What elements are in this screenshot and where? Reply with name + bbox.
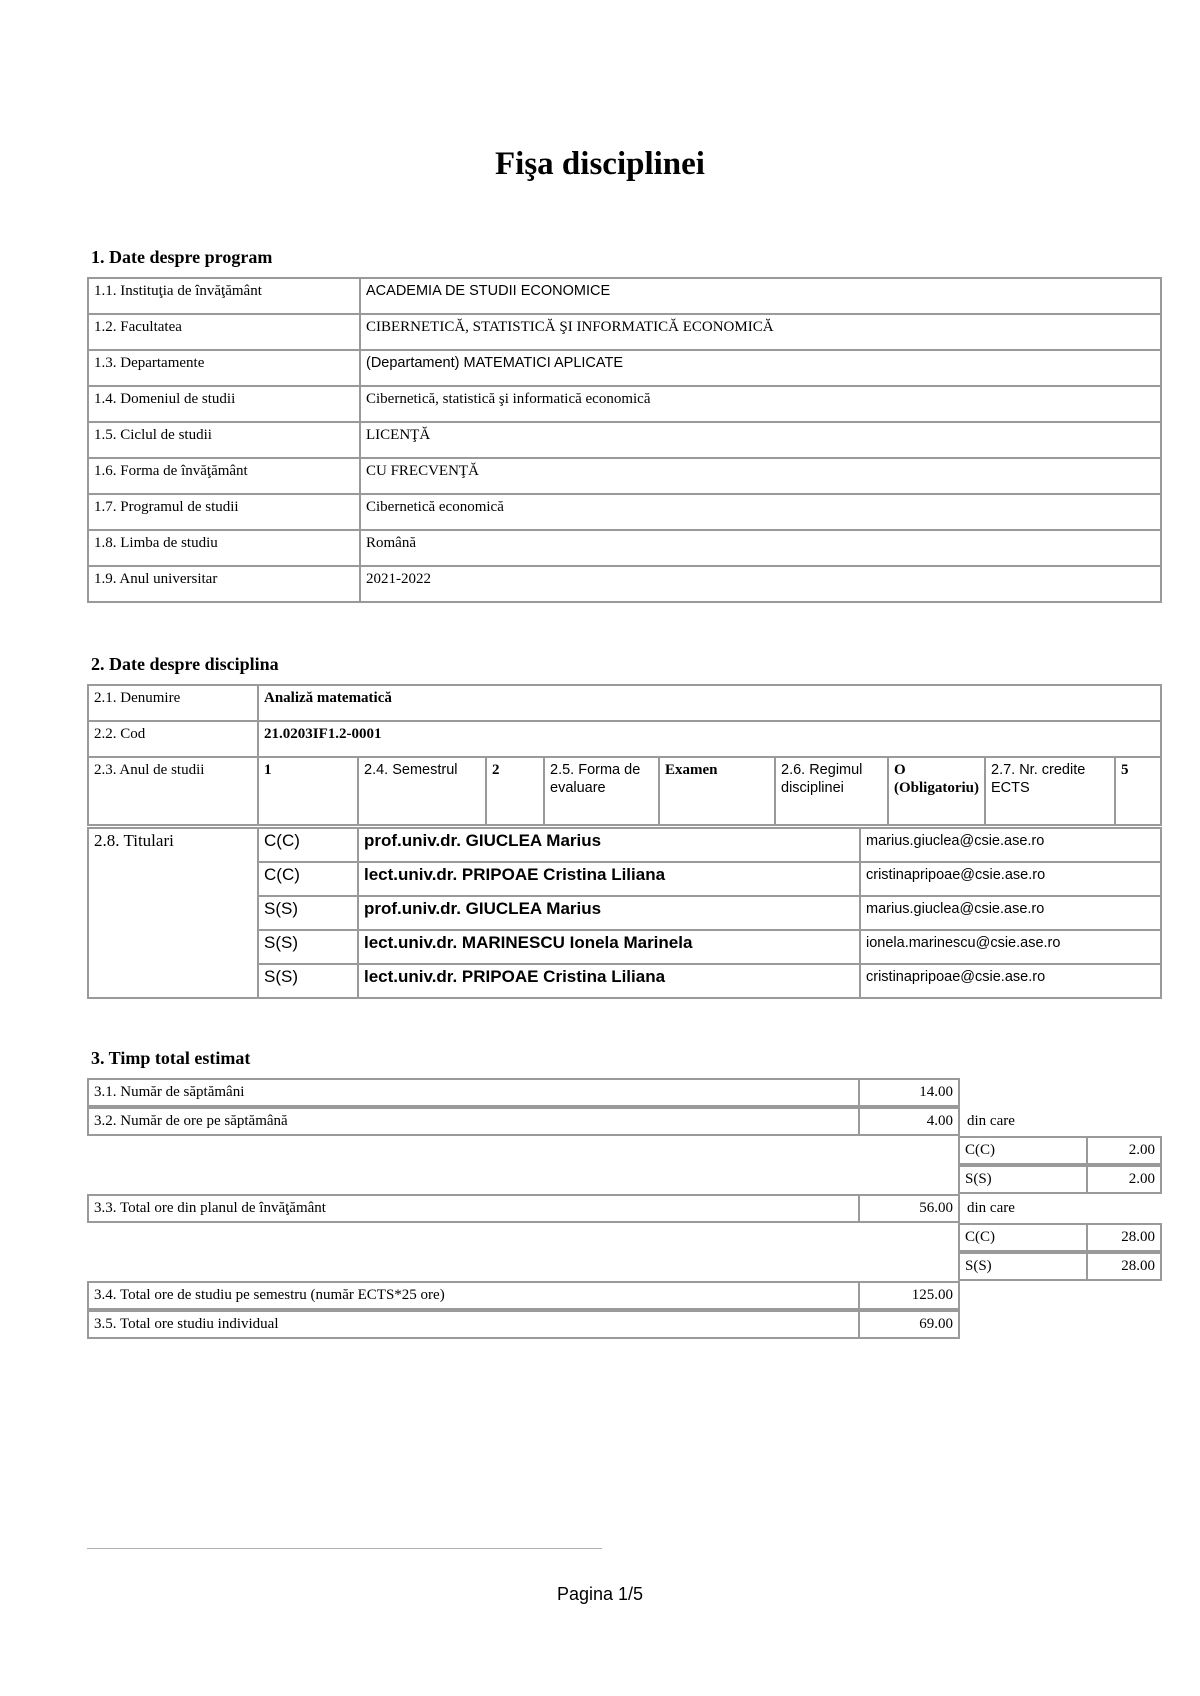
- cod-value: 21.0203IF1.2-0001: [258, 721, 1161, 757]
- ore-sapt-c-label: C(C): [958, 1136, 1088, 1165]
- total-sem-value: 125.00: [858, 1281, 960, 1310]
- row-label: 1.2. Facultatea: [88, 314, 360, 350]
- titular-type: S(S): [258, 896, 358, 930]
- row-label: 1.5. Ciclul de studii: [88, 422, 360, 458]
- ore-sapt-s-value: 2.00: [1086, 1165, 1162, 1194]
- titular-email: cristinapripoae@csie.ase.ro: [860, 862, 1161, 896]
- table-row: [88, 757, 1161, 825]
- cod-label: 2.2. Cod: [88, 721, 258, 757]
- evaluare-value: Examen: [659, 757, 775, 825]
- titular-type: C(C): [258, 862, 358, 896]
- table-row: [88, 278, 1161, 314]
- denumire-value: Analiză matematică: [258, 685, 1161, 721]
- titular-type: C(C): [258, 828, 358, 862]
- ore-sapt-value: 4.00: [858, 1107, 960, 1136]
- discipline-table: [87, 684, 1162, 826]
- saptamani-label: 3.1. Număr de săptămâni: [87, 1078, 860, 1107]
- row-value: CIBERNETICĂ, STATISTICĂ ŞI INFORMATICĂ ECONOMICĂ: [360, 314, 1161, 350]
- table-row: [88, 530, 1161, 566]
- table-row: [88, 721, 1161, 757]
- titulari-table: [87, 827, 1162, 999]
- section2-title: 2. Date despre disciplina: [91, 654, 279, 674]
- titular-type: S(S): [258, 964, 358, 998]
- titular-name: lect.univ.dr. MARINESCU Ionela Marinela: [358, 930, 860, 964]
- row-value: 2021-2022: [360, 566, 1161, 602]
- titular-email: ionela.marinescu@csie.ase.ro: [860, 930, 1161, 964]
- table-row: [88, 386, 1161, 422]
- an-label: 2.3. Anul de studii: [88, 757, 258, 825]
- row-label: 1.3. Departamente: [88, 350, 360, 386]
- row-label: 1.4. Domeniul de studii: [88, 386, 360, 422]
- table-row: [88, 828, 1161, 862]
- denumire-label: 2.1. Denumire: [88, 685, 258, 721]
- table-row: [88, 314, 1161, 350]
- table-row: [88, 422, 1161, 458]
- row-label: 1.7. Programul de studii: [88, 494, 360, 530]
- credite-label: 2.7. Nr. credite ECTS: [985, 757, 1115, 825]
- section1-title: 1. Date despre program: [91, 247, 273, 267]
- table-row: [88, 350, 1161, 386]
- row-value: CU FRECVENŢĂ: [360, 458, 1161, 494]
- semestru-value: 2: [486, 757, 544, 825]
- document-title: Fişa disciplinei: [495, 146, 705, 182]
- an-value: 1: [258, 757, 358, 825]
- individual-value: 69.00: [858, 1310, 960, 1339]
- row-label: 1.6. Forma de învăţământ: [88, 458, 360, 494]
- din-care-label: din care: [967, 1200, 1015, 1216]
- section3-title: 3. Timp total estimat: [91, 1048, 251, 1068]
- table-row: [88, 566, 1161, 602]
- row-label: 1.8. Limba de studiu: [88, 530, 360, 566]
- ore-sapt-label: 3.2. Număr de ore pe săptămână: [87, 1107, 860, 1136]
- table-row: [88, 685, 1161, 721]
- saptamani-value: 14.00: [858, 1078, 960, 1107]
- regim-value: O (Obligatoriu): [888, 757, 985, 825]
- titular-email: cristinapripoae@csie.ase.ro: [860, 964, 1161, 998]
- row-value: ACADEMIA DE STUDII ECONOMICE: [360, 278, 1161, 314]
- titular-type: S(S): [258, 930, 358, 964]
- page-number: Pagina 1/5: [556, 1584, 644, 1604]
- titular-name: prof.univ.dr. GIUCLEA Marius: [358, 828, 860, 862]
- ore-sapt-c-value: 2.00: [1086, 1136, 1162, 1165]
- row-value: LICENŢĂ: [360, 422, 1161, 458]
- regim-label: 2.6. Regimul disciplinei: [775, 757, 888, 825]
- total-sem-label: 3.4. Total ore de studiu pe semestru (număr ECTS*25 ore): [87, 1281, 860, 1310]
- din-care-label: din care: [967, 1113, 1015, 1129]
- row-value: Cibernetică economică: [360, 494, 1161, 530]
- semestru-label: 2.4. Semestrul: [358, 757, 486, 825]
- total-plan-c-label: C(C): [958, 1223, 1088, 1252]
- total-plan-value: 56.00: [858, 1194, 960, 1223]
- row-value: Cibernetică, statistică şi informatică economică: [360, 386, 1161, 422]
- row-label: 1.9. Anul universitar: [88, 566, 360, 602]
- titular-email: marius.giuclea@csie.ase.ro: [860, 828, 1161, 862]
- row-label: 1.1. Instituţia de învăţământ: [88, 278, 360, 314]
- credite-value: 5: [1115, 757, 1161, 825]
- total-plan-s-value: 28.00: [1086, 1252, 1162, 1281]
- table-row: [88, 494, 1161, 530]
- total-plan-label: 3.3. Total ore din planul de învăţământ: [87, 1194, 860, 1223]
- titular-email: marius.giuclea@csie.ase.ro: [860, 896, 1161, 930]
- titulari-label: 2.8. Titulari: [88, 828, 258, 998]
- row-value: (Departament) MATEMATICI APLICATE: [360, 350, 1161, 386]
- table-row: [88, 458, 1161, 494]
- footer-divider: [87, 1548, 602, 1549]
- titular-name: lect.univ.dr. PRIPOAE Cristina Liliana: [358, 964, 860, 998]
- individual-label: 3.5. Total ore studiu individual: [87, 1310, 860, 1339]
- evaluare-label: 2.5. Forma de evaluare: [544, 757, 659, 825]
- total-plan-c-value: 28.00: [1086, 1223, 1162, 1252]
- program-table: [87, 277, 1162, 603]
- titular-name: prof.univ.dr. GIUCLEA Marius: [358, 896, 860, 930]
- row-value: Română: [360, 530, 1161, 566]
- total-plan-s-label: S(S): [958, 1252, 1088, 1281]
- ore-sapt-s-label: S(S): [958, 1165, 1088, 1194]
- titular-name: lect.univ.dr. PRIPOAE Cristina Liliana: [358, 862, 860, 896]
